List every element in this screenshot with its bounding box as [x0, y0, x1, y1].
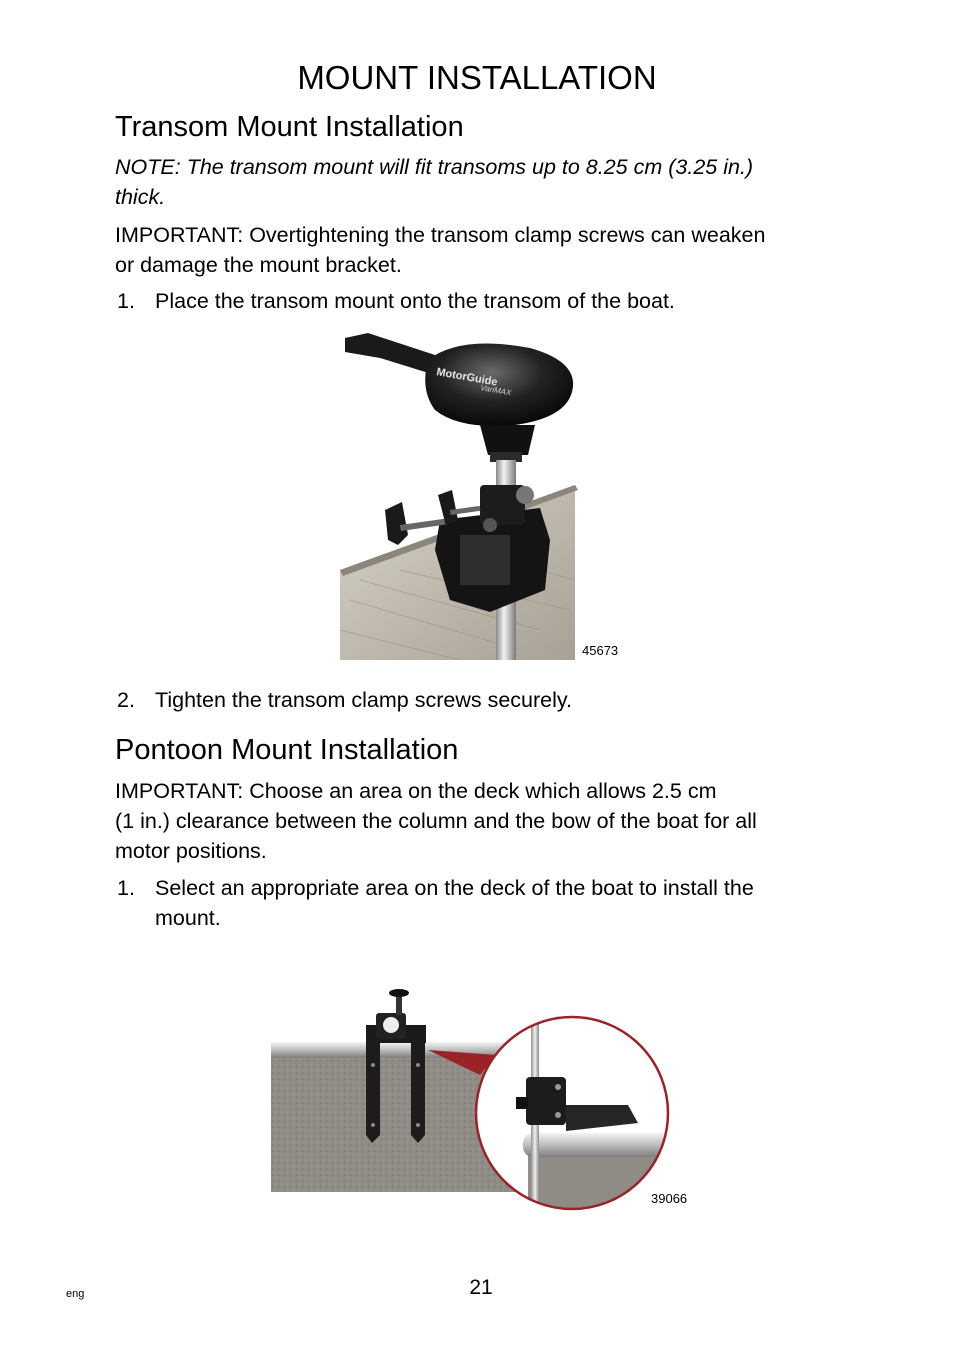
note-label: NOTE:	[115, 155, 181, 179]
footer-language: eng	[66, 1288, 85, 1300]
step-text	[155, 873, 875, 933]
pontoon-heading: Pontoon Mount Installation	[115, 734, 459, 766]
step-text-line2: mount.	[155, 906, 221, 930]
important-line2: (1 in.) clearance between the column and the bow of the boat for all	[115, 809, 757, 833]
step-number: 1.	[117, 289, 135, 313]
model-logo-text: VariMAX	[479, 383, 513, 398]
step-number: 2.	[117, 688, 135, 712]
step-number: 1.	[117, 876, 135, 900]
brand-logo-text: MotorGuide	[435, 366, 499, 389]
important-label: IMPORTANT:	[115, 779, 244, 803]
important-text-line2: or damage the mount bracket.	[115, 253, 402, 277]
note-text: The transom mount will fit transoms up to 8.25 cm (3.25 in.)	[186, 155, 754, 179]
important-label: IMPORTANT:	[115, 223, 244, 247]
step-text-line1: Select an appropriate area on the deck of the boat to install the	[155, 876, 754, 900]
important-text: Overtightening the transom clamp screws can weaken	[249, 223, 766, 247]
important-line3: motor positions.	[115, 839, 267, 863]
step-text: Place the transom mount onto the transom of the boat.	[155, 289, 675, 313]
transom-note	[115, 152, 885, 212]
note-text-line2: thick.	[115, 185, 166, 209]
pontoon-important	[115, 776, 885, 866]
page-number: 21	[469, 1276, 493, 1299]
pontoon-mount-figure	[268, 985, 678, 1217]
transom-important	[115, 220, 885, 280]
important-line1: Choose an area on the deck which allows 2.5 cm	[249, 779, 717, 803]
figure-id-39066: 39066	[651, 1191, 688, 1206]
figure-id-45673: 45673	[582, 643, 619, 658]
page-title: MOUNT INSTALLATION	[297, 59, 657, 96]
transom-heading: Transom Mount Installation	[115, 111, 464, 143]
transom-mount-figure	[340, 330, 580, 660]
step-text: Tighten the transom clamp screws securely.	[155, 688, 573, 712]
